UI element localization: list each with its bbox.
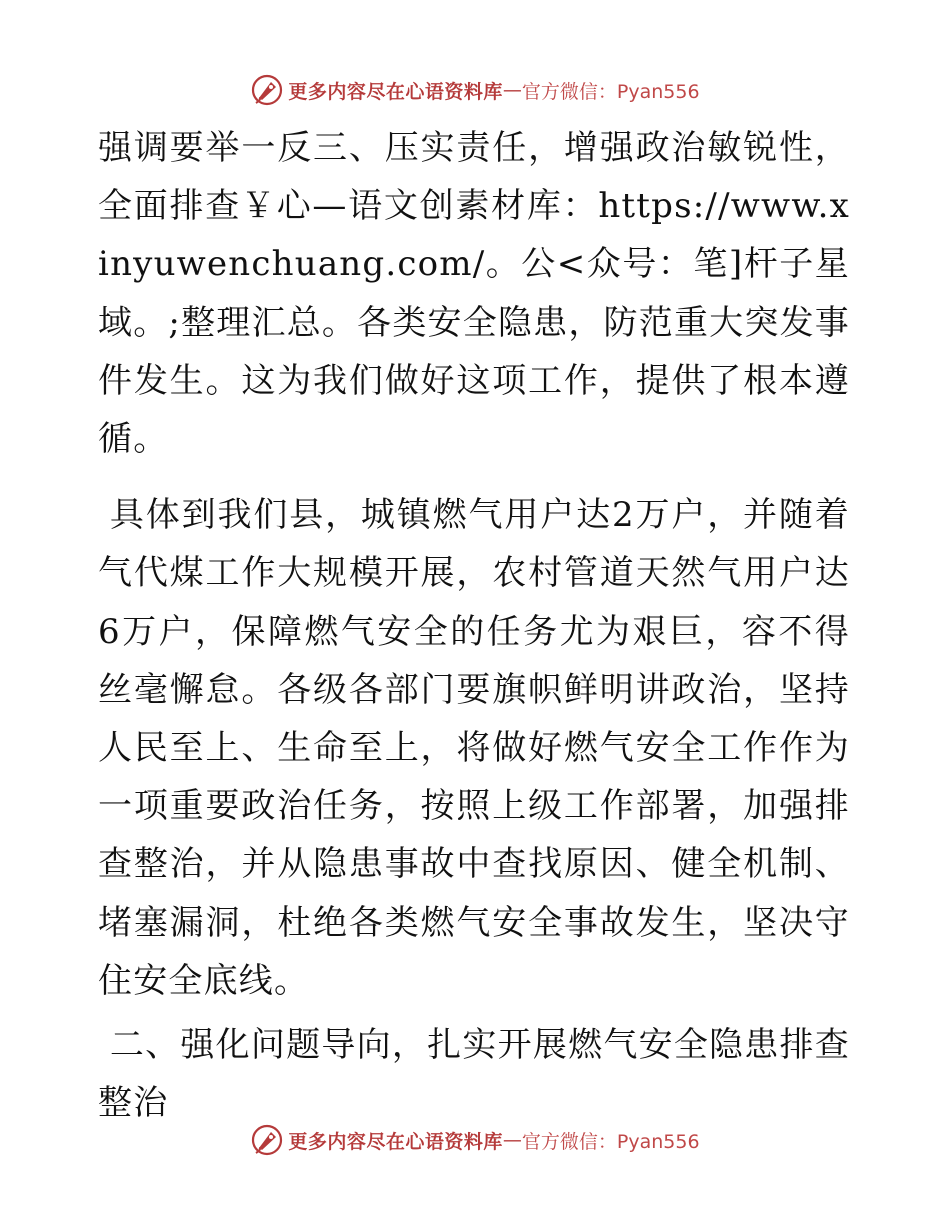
pen-nib-logo-icon (250, 73, 284, 107)
paragraph-2: 具体到我们县，城镇燃气用户达2万户，并随着气代煤工作大规模开展，农村管道天然气用户达6万户，保障燃气安全的任务尤为艰巨，容不得丝毫懈怠。各级各部门要旗帜鲜明讲政治，坚持人民至上、生命至上，将做好燃气安全工作作为一项重要政治任务，按照上级工作部署，加强排查整治，并从隐患事故中查找原因、健全机制、堵塞漏洞，杜绝各类燃气安全事故发生，坚决守住安全底线。 (98, 495, 850, 1001)
document-body (98, 119, 850, 1132)
footer-banner (0, 1120, 950, 1160)
paragraph-1: 强调要举一反三、压实责任，增强政治敏锐性，全面排查￥心—语文创素材库：https://www.xinyuwenchuang.com/。公<众号：笔]杆子星域。;整理汇总。各类安全隐患，防范重大突发事件发生。这为我们做好这项工作，提供了根本遵循。 (98, 128, 850, 460)
header-wechat: 官方微信：Pyan556 (521, 80, 700, 103)
footer-banner-text: 更多内容尽在心语资料库 (288, 1130, 503, 1153)
footer-wechat: 官方微信：Pyan556 (521, 1130, 700, 1153)
header-banner-separator: — (502, 79, 522, 101)
section-heading: 二、强化问题导向，扎实开展燃气安全隐患排查整治 (98, 1025, 850, 1124)
footer-banner-separator: — (502, 1129, 522, 1151)
header-banner (0, 70, 950, 110)
pen-nib-logo-icon (250, 1123, 284, 1157)
header-banner-text: 更多内容尽在心语资料库 (288, 80, 503, 103)
